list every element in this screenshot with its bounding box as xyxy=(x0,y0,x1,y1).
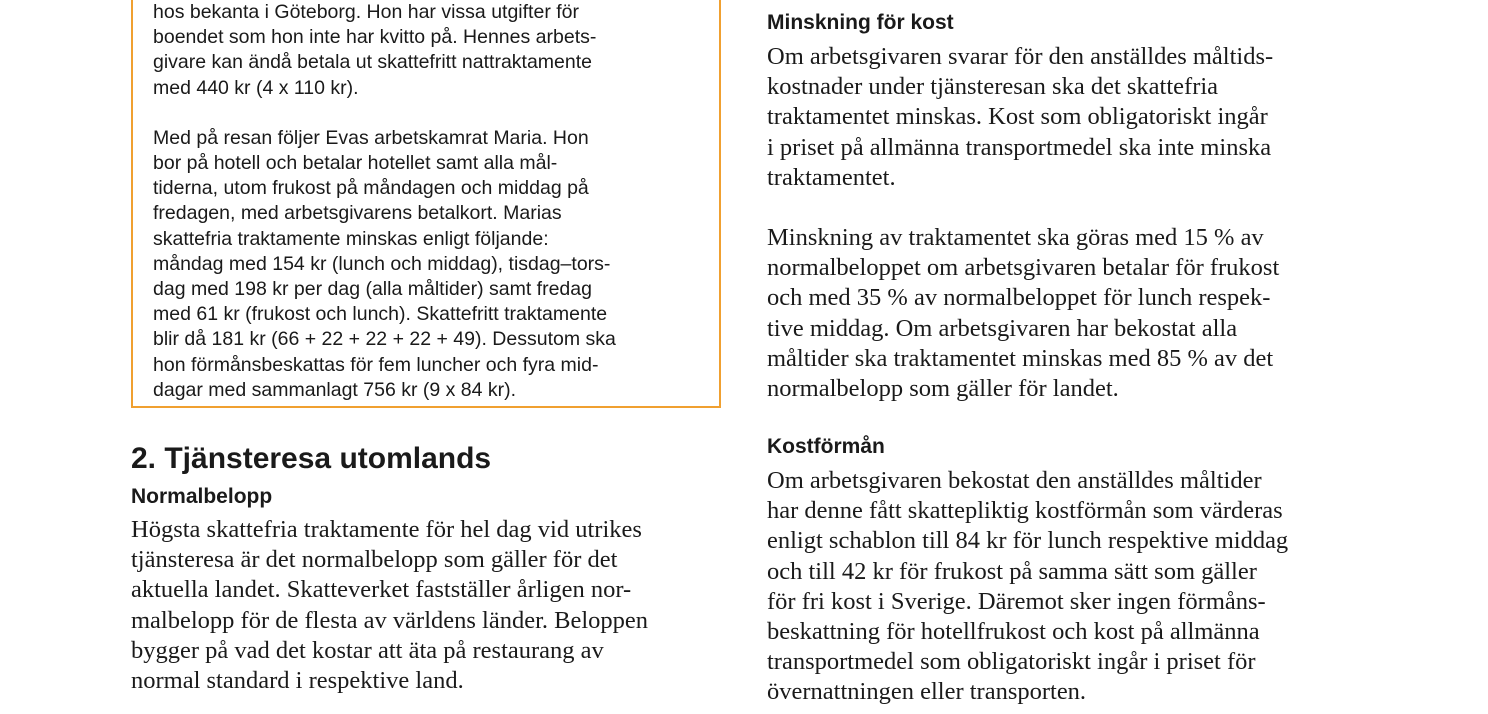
example-paragraph-1: hos bekanta i Göteborg. Hon har vissa utgifter för boendet som hon inte har kvitto på. Hennes arbets- givare kan ändå betala ut skattefritt nattraktamente med 440 kr (4 x 110 kr). xyxy=(153,1,597,99)
minskning-body-2: Minskning av traktamentet ska göras med 15 % av normalbeloppet om arbetsgivaren betalar för frukost och med 35 % av normalbeloppet för lunch respek- tive middag. Om arbetsgivaren har bekostat alla måltider ska traktamentet minskas med 85 % av det normalbelopp som gäller för landet. xyxy=(767,224,1280,403)
normalbelopp-heading: Normalbelopp xyxy=(131,485,273,508)
section-title: 2. Tjänsteresa utomlands xyxy=(131,442,492,475)
minskning-heading: Minskning för kost xyxy=(767,11,954,34)
example-paragraph-2: Med på resan följer Evas arbetskamrat Maria. Hon bor på hotell och betalar hotellet samt alla mål- tiderna, utom frukost på måndagen och middag på fredagen, med arbetsgivarens betalkort. Marias skattefria traktamente minskas enligt följande: måndag med 154 kr (lunch och middag), tisdag–tors- dag med 198 kr per dag (alla måltider) samt fredag med 61 kr (frukost och lunch). Skattefritt traktamente blir då 181 kr (66 + 22 + 22 + 22 + 49). Dessutom ska hon förmånsbeskattas för fem luncher och fyra mid- dagar med sammanlagt 756 kr (9 x 84 kr). xyxy=(153,126,616,401)
kostformon-body: Om arbetsgivaren bekostat den anställdes måltider har denne fått skattepliktig kostförmån som värderas enligt schablon till 84 kr för lunch respektive middag och till 42 kr för frukost på samma sätt som gäller för fri kost i Sverige. Däremot sker ingen förmåns- beskattning för hotellfrukost och kost på allmänna transportmedel som obligatoriskt ingår i priset för övernattningen eller transporten. xyxy=(767,467,1289,706)
kostformon-heading: Kostförmån xyxy=(767,435,885,458)
normalbelopp-body: Högsta skattefria traktamente för hel dag vid utrikes tjänsteresa är det normalbelopp som gäller för det aktuella landet. Skatteverket fastställer årligen nor- malbelopp för de flesta av världens länder. Beloppen bygger på vad det kostar att äta på restaurang av normal standard i respektive land. xyxy=(131,516,649,695)
minskning-body-1: Om arbetsgivaren svarar för den anställdes måltids- kostnader under tjänsteresan ska det skattefria traktamentet minskas. Kost som obligatoriskt ingår i priset på allmänna transportmedel ska inte minska traktamentet. xyxy=(767,43,1274,191)
example-box xyxy=(131,0,721,408)
